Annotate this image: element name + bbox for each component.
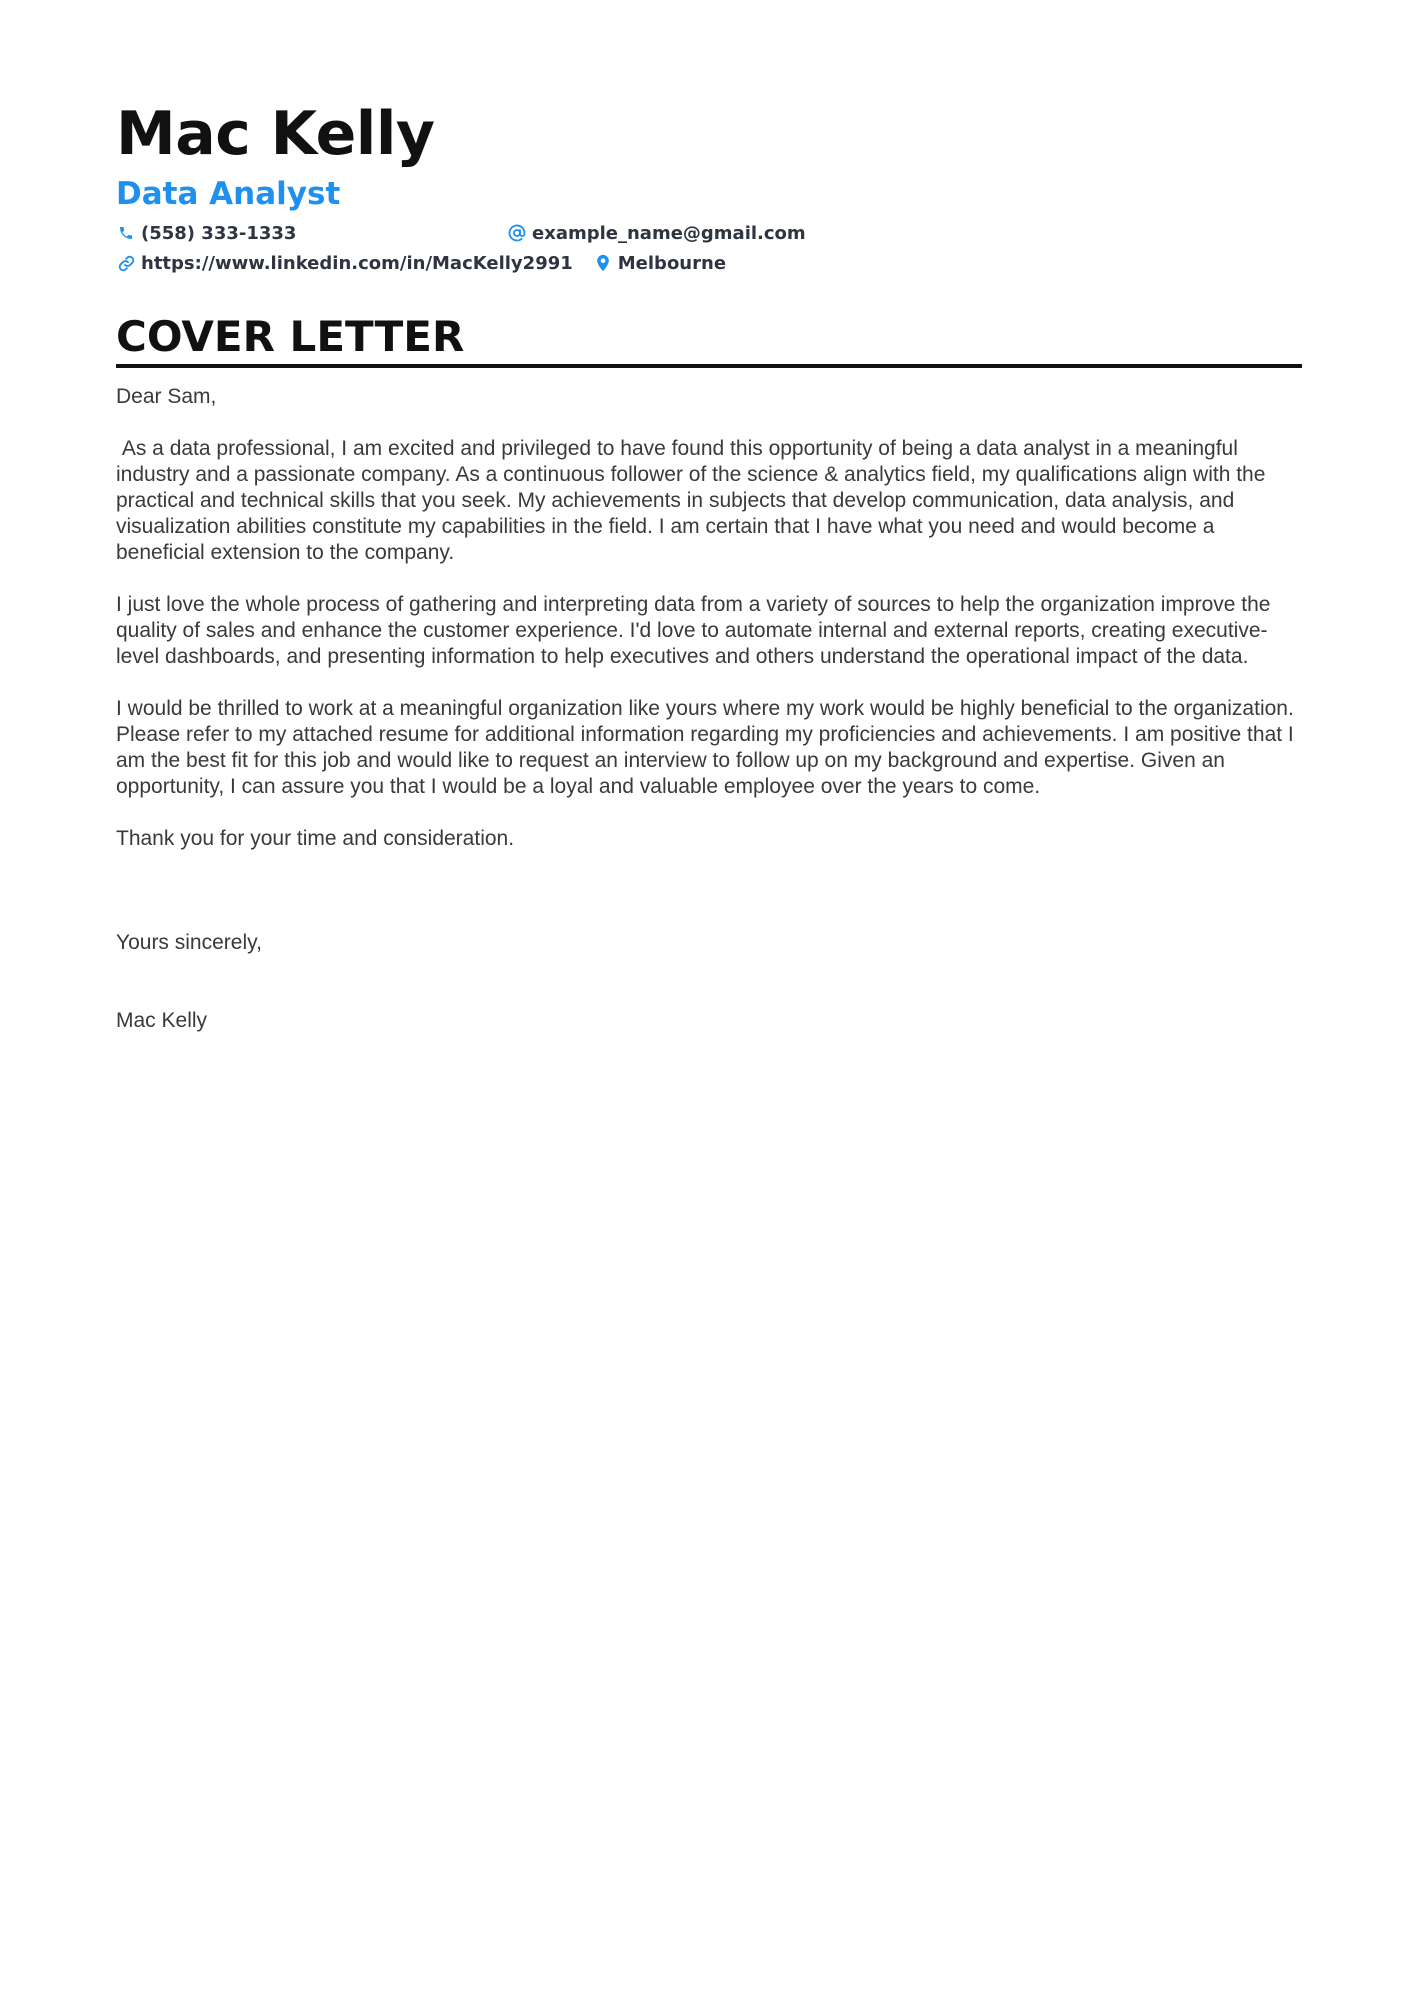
letter-greeting: Dear Sam, [116,385,217,408]
contact-email [507,223,806,244]
letter-closing: Yours sincerely, [116,931,262,954]
letter-paragraph-4: Thank you for your time and consideration. [116,827,515,850]
applicant-name: Mac Kelly [116,99,435,169]
contact-location [593,253,726,274]
job-title: Data Analyst [116,176,341,212]
contact-phone [116,223,507,244]
section-divider [116,364,1302,368]
cover-letter-page [116,96,1302,1112]
letter-paragraph-2: I just love the whole process of gathering and interpreting data from a variety of sources to help the organization improve the quality of sales and enhance the customer experience. I'd love to automate internal and external reports, creating executive-level dashboards, and presenting information to help executives and others understand the operational impact of the data. [116,593,1277,668]
link-icon [116,253,136,273]
at-sign-icon [507,223,527,243]
letter-body [116,384,1302,1086]
email-text[interactable]: example_name@gmail.com [532,222,806,244]
letter-signature: Mac Kelly [116,1009,208,1032]
letter-paragraph-3: I would be thrilled to work at a meaningful organization like yours where my work would be highly beneficial to the organization. Please refer to my attached resume for additional information regarding my proficiencies and achievements. I am positive that I am the best fit for this job and would like to request an interview to follow up on my background and expertise. Given an opportunity, I can assure you that I would be a loyal and valuable employee over the years to come. [116,697,1300,798]
linkedin-text[interactable]: https://www.linkedin.com/in/MacKelly2991 [141,252,573,274]
section-title: COVER LETTER [116,312,465,361]
contact-linkedin [116,253,573,274]
letter-paragraph-1: As a data professional, I am excited and privileged to have found this opportunity of being a data analyst in a meaningful industry and a passionate company. As a continuous follower of the science & analytics field, my qualifications align with the practical and technical skills that you seek. My achievements in subjects that develop communication, data analysis, and visualization abilities constitute my capabilities in the field. I am certain that I have what you need and would become a beneficial extension to the company. [116,437,1272,564]
letter-signoff [116,878,1302,1086]
contact-row-2 [116,248,1302,278]
contact-row-1 [116,218,1302,248]
map-pin-icon [593,253,613,273]
phone-icon [116,223,136,243]
location-text: Melbourne [617,252,727,274]
phone-text[interactable]: (558) 333-1333 [141,222,297,244]
